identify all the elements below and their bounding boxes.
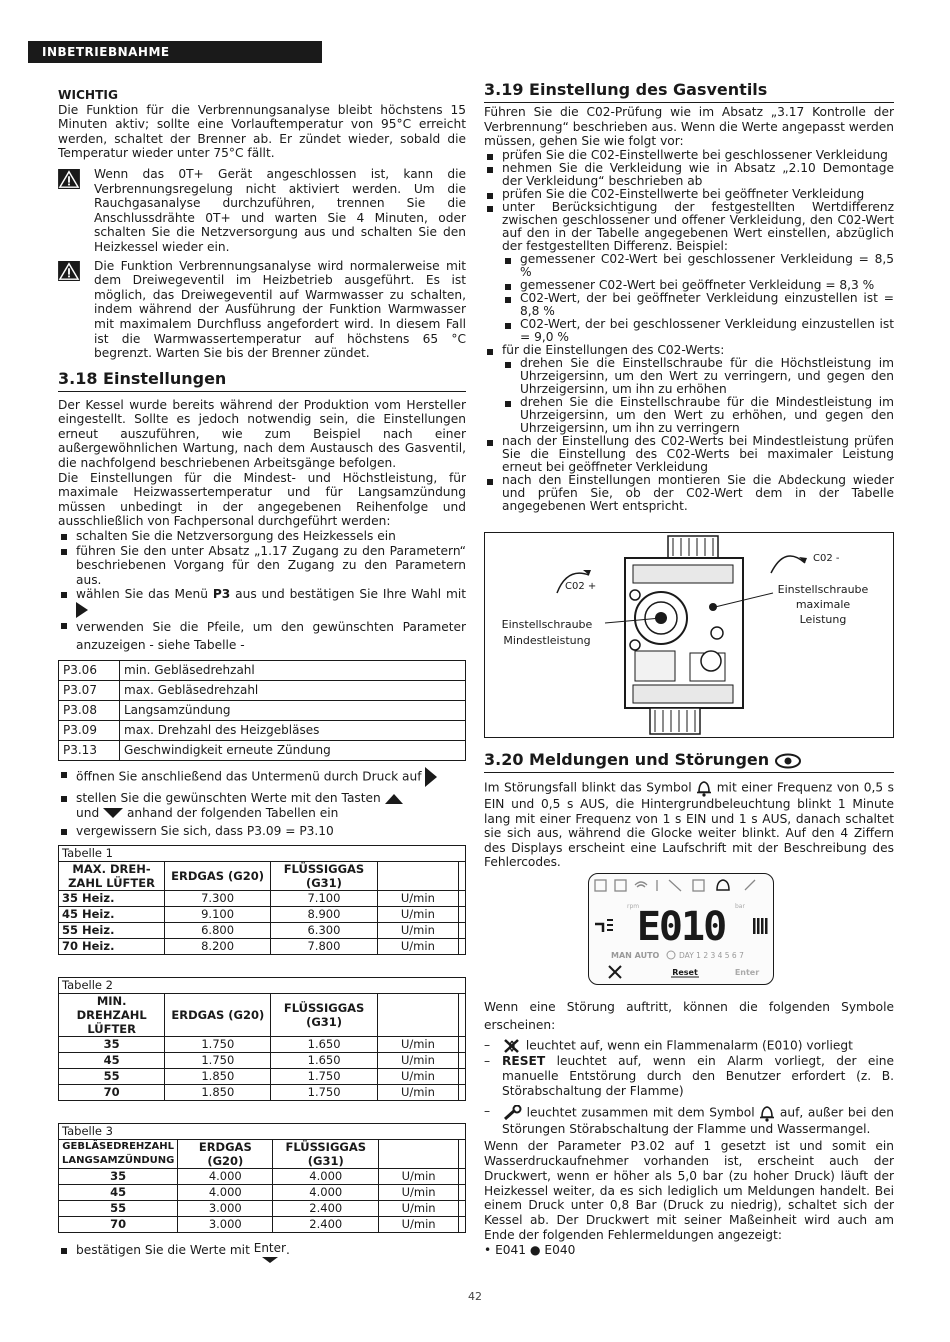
table-cell-c: 1.650 (271, 1036, 378, 1052)
table-3-caption: Tabelle 3 (59, 1123, 466, 1139)
s318-steps-3 (58, 1240, 466, 1265)
step-param-access: führen Sie den unter Absatz „1.17 Zugang zu den Parametern“ beschriebenen Vorgang für den Zugang zu den Parametern aus. (58, 544, 466, 588)
table-cell-u: U/min (377, 890, 458, 906)
min-screw-label-1: Einstellschraube (501, 618, 593, 631)
symbol-list (484, 1038, 894, 1137)
r-step-6: nach der Einstellung des C02-Werts bei Mindestleistung prüfen Sie die Einstellung des C02-Werts bei maximaler Leistung erneut bei geöffneter Verkleidung (484, 435, 894, 474)
display-drawing (589, 874, 772, 983)
step-confirm-text: bestätigen Sie die Werte mit (76, 1242, 250, 1257)
max-screw-label-1: Einstellschraube (777, 583, 869, 596)
table-cell-b: 1.750 (165, 1036, 271, 1052)
table-3 (58, 1123, 466, 1233)
table-cell-a: 70 Heiz. (59, 938, 165, 954)
table-cell-u: U/min (377, 1036, 458, 1052)
co2-plus-label: C02 + (565, 581, 597, 592)
section-3-18-title: 3.18 Einstellungen (58, 369, 466, 392)
table-cell-a: 70 (59, 1216, 178, 1232)
r-step-5b: drehen Sie die Einstellschraube für die Mindestleistung im Uhrzeigersinn, um den Wert zu erhöhen, und gegen den Uhrzeigersinn, um ihn zu verringern (502, 396, 894, 435)
param-desc: min. Gebläsedrehzahl (120, 661, 466, 681)
table-1-h2: ERDGAS (G20) (165, 861, 271, 890)
s320-para-3: Wenn der Parameter P3.02 auf 1 gesetzt ist und somit ein Wasserdruckaufnehmer vorhanden ist, erscheint auch der Druckwert, wenn er höher als 5,0 bar (zu hoher Druck) läuft der Heizkessel weiter, da es sich lediglich um Meldungen handelt. Bei einem Druck unter 0,8 Bar (Druck zu niedrig), schaltet sich der Kessel ab. Der Druckwert mit seiner Maßeinheit wird auch am Ende der folgenden Fehlermeldungen angezeigt: (484, 1139, 894, 1242)
mode-label: MAN AUTO (611, 951, 660, 960)
r-step-5-text: für die Einstellungen des C02-Werts: (502, 342, 725, 357)
warning-1-text: Wenn das 0T+ Gerät angeschlossen ist, kann die Verbrennungsregelung nicht aktiviert werden. Um die Rauchgasanalyse durchzuführen, trennen Sie die Anschlussdrähte 0T+ und warten Sie 4 Minuten, oder schalten Sie die Netzversorgung aus und schalten Sie den Heizkessel wieder ein. (94, 166, 466, 254)
step-menu-text-b: aus und bestätigen Sie Ihre Wahl mit (235, 587, 467, 602)
table-row (59, 906, 466, 922)
step-verify: vergewissern Sie sich, dass P3.09 = P3.10 (58, 824, 466, 839)
param-row (59, 701, 466, 721)
max-screw-label-3: Leistung (799, 613, 847, 626)
day-label: DAY 1 2 3 4 5 6 7 (679, 951, 744, 960)
table-cell-b: 4.000 (178, 1184, 273, 1200)
gas-valve-diagram (484, 532, 894, 738)
co2-minus-label: C02 - (813, 553, 840, 564)
table-3-h4 (379, 1139, 459, 1168)
table-cell-a: 55 (59, 1200, 178, 1216)
param-code: P3.07 (59, 681, 120, 701)
r-step-4-text: unter Berücksichtigung der festgestellten Wertdifferenz zwischen geschlossener und offener Verkleidung, den C02-Wert auf den in der Tabelle angegebenen Wert einstellen, abzüglich der festgestellten Differenz. Beispiel: (502, 199, 894, 253)
param-code: P3.13 (59, 741, 120, 761)
max-screw-label-2: maximale (795, 598, 851, 611)
enter-key (253, 1240, 286, 1265)
reset-word: RESET (502, 1054, 546, 1068)
s318-steps-2 (58, 767, 466, 839)
param-desc: max. Gebläsedrehzahl (120, 681, 466, 701)
table-cell-b: 7.300 (165, 890, 271, 906)
menu-p3: P3 (212, 587, 231, 602)
right-column (484, 80, 894, 513)
step-open-submenu (58, 767, 466, 787)
flame-alarm-icon (609, 966, 621, 978)
table-cell-a: 35 Heiz. (59, 890, 165, 906)
flame-alarm-icon (502, 1038, 522, 1054)
table-cell-empty (459, 1184, 466, 1200)
step-select-menu (58, 587, 466, 618)
enter-arrow-icon (262, 1257, 278, 1263)
table-cell-a: 35 (59, 1036, 165, 1052)
step-set-text-c: anhand der folgenden Tabellen ein (126, 805, 339, 820)
table-cell-empty (459, 906, 466, 922)
r-step-4-sub (502, 253, 894, 344)
table-cell-u: U/min (379, 1168, 459, 1184)
gas-valve-drawing (485, 533, 893, 737)
display-bell-icon (717, 880, 729, 890)
rpm-label: rpm (627, 903, 640, 910)
table-cell-b: 9.100 (165, 906, 271, 922)
table-1-caption: Tabelle 1 (59, 845, 466, 861)
step-set-text-b: und (76, 805, 100, 820)
r-step-2: nehmen Sie die Verkleidung wie in Absatz „2.10 Demontage der Verkleidung“ beschrieben ab (484, 162, 894, 188)
table-2 (58, 977, 466, 1101)
s318-steps (58, 529, 466, 654)
table-1-h4 (377, 861, 458, 890)
s318-para-2: Die Einstellungen für die Mindest- und Höchstleistung, für maximale Heizwassertemperatur und für Langsamzündung müssen unbedingt in der angegebenen Reihenfolge und ausschließlich von Fachpersonal durchgeführt werden: (58, 470, 466, 529)
r-step-1: prüfen Sie die C02-Einstellwerte bei geschlossener Verkleidung (484, 149, 894, 162)
table-row (59, 1052, 466, 1068)
table-cell-b: 4.000 (178, 1168, 273, 1184)
reset-label: Reset (672, 968, 698, 977)
s319-para: Führen Sie die C02-Prüfung wie im Absatz „3.17 Kontrolle der Verbrennung“ beschrieben aus. Wenn die Werte angepasst werden müssen, gehen Sie wie folgt vor: (484, 105, 894, 149)
table-2-h4 (377, 993, 458, 1036)
section-3-20 (484, 750, 894, 870)
table-row (59, 1084, 466, 1100)
boiler-display (588, 873, 774, 985)
table-cell-a: 55 (59, 1068, 165, 1084)
table-1-h3: FLÜSSIGGAS (G31) (271, 861, 378, 890)
table-row (59, 890, 466, 906)
s320-para-1 (484, 779, 894, 870)
table-2-caption: Tabelle 2 (59, 977, 466, 993)
table-cell-empty (459, 922, 466, 938)
step-menu-text-a: wählen Sie das Menü (76, 587, 208, 602)
table-cell-c: 6.300 (271, 922, 378, 938)
bell-icon (696, 779, 712, 797)
step-open-text: öffnen Sie anschließend das Untermenü durch Druck auf (76, 769, 422, 784)
table-row (59, 1216, 466, 1232)
table-2-h5 (459, 993, 466, 1036)
warning-2-text: Die Funktion Verbrennungsanalyse wird normalerweise mit dem Dreiwegeventil im Heizbetrieb ausgeführt. Es ist möglich, das Dreiwegeventil auf Warmwasser zu schalten, indem während der Ausführung der Funktion Warmwasser mit maximalem Durchfluss angefordert wird. In diesem Fall ist die Warmwassertemperatur auf höchstens 65 °C begrenzt. Warten Sie bis der Brenner zündet. (94, 258, 466, 361)
section-3-20-title (484, 750, 894, 773)
table-cell-b: 1.850 (165, 1084, 271, 1100)
param-desc: Langsamzündung (120, 701, 466, 721)
r-step-4d: C02-Wert, der bei geschlossener Verkleidung einzustellen ist = 9,0 % (502, 318, 894, 344)
table-cell-a: 70 (59, 1084, 165, 1100)
r-step-4b: gemessener C02-Wert bei geöffneter Verkleidung = 8,3 % (502, 279, 894, 292)
symbol-wrench-text-b: auf, außer bei den Störungen Störabschaltung der Flamme und Wassermangel. (502, 1105, 895, 1137)
r-step-4a: gemessener C02-Wert bei geschlossener Verkleidung = 8,5 % (502, 253, 894, 279)
table-cell-u: U/min (377, 1052, 458, 1068)
arrow-right-icon (425, 767, 437, 787)
table-2-h1: MIN. DREHZAHL LÜFTER (59, 993, 165, 1036)
param-row (59, 741, 466, 761)
step-power-on: schalten Sie die Netzversorgung des Heizkessels ein (58, 529, 466, 544)
table-cell-empty (459, 1200, 466, 1216)
table-cell-c: 2.400 (273, 1200, 379, 1216)
table-cell-a: 45 (59, 1052, 165, 1068)
table-1-h1: MAX. DREH-ZAHL LÜFTER (59, 861, 165, 890)
r-step-7: nach den Einstellungen montieren Sie die Abdeckung wieder und prüfen Sie, ob der C02-Wert dem in der Tabelle angegebenen Wert entspricht. (484, 474, 894, 513)
table-cell-empty (459, 890, 466, 906)
table-cell-c: 1.650 (271, 1052, 378, 1068)
s320-para-1-a: Im Störungsfall blinkt das Symbol (484, 780, 692, 795)
page-number: 42 (468, 1290, 482, 1303)
table-cell-empty (459, 1052, 466, 1068)
table-cell-u: U/min (379, 1216, 459, 1232)
table-cell-u: U/min (377, 922, 458, 938)
param-desc: max. Drehzahl des Heizgebläses (120, 721, 466, 741)
arrow-up-icon (385, 794, 403, 804)
table-3-h3: FLÜSSIGGAS (G31) (273, 1139, 379, 1168)
warning-icon (58, 261, 80, 281)
table-row (59, 938, 466, 954)
r-step-3: prüfen Sie die C02-Einstellwerte bei geöffneter Verkleidung (484, 188, 894, 201)
table-cell-c: 7.800 (271, 938, 378, 954)
symbol-reset (484, 1054, 894, 1098)
param-row (59, 661, 466, 681)
table-cell-u: U/min (377, 1084, 458, 1100)
wichtig-text: Die Funktion für die Verbrennungsanalyse bleibt höchstens 15 Minuten aktiv; sollte eine Vorlauftemperatur von 95°C erreicht werden, schaltet der Brenner ab. Er zündet wieder, sobald die Temperatur wieder unter 75°C fällt. (58, 102, 466, 161)
table-cell-empty (459, 1216, 466, 1232)
s318-para-1: Der Kessel wurde bereits während der Produktion vom Hersteller eingestellt. Sollte es jedoch notwendig sein, die Einstellungen erneut auszuführen, wie zum Beispiel nach einer außergewöhnlichen Wartung, nach dem Austausch des Gasventil, die nachfolgend beschriebenen Arbeitsgänge befolgen. (58, 397, 466, 471)
section-3-20-title-text: 3.20 Meldungen und Störungen (484, 750, 770, 769)
r-step-4 (484, 201, 894, 344)
display-enter-label: Enter (734, 968, 760, 977)
table-cell-a: 45 (59, 1184, 178, 1200)
section-header: INBETRIEBNAHME (28, 41, 322, 63)
table-cell-u: U/min (377, 938, 458, 954)
param-code: P3.08 (59, 701, 120, 721)
table-row (59, 1168, 466, 1184)
table-cell-c: 7.100 (271, 890, 378, 906)
symbol-wrench-text-a: leuchtet zusammen mit dem Symbol (526, 1105, 755, 1120)
table-cell-b: 3.000 (178, 1216, 273, 1232)
symbol-wrench (484, 1104, 894, 1137)
wrench-icon (502, 1105, 522, 1121)
r-step-5-sub (502, 357, 894, 435)
table-cell-c: 4.000 (273, 1168, 379, 1184)
table-cell-empty (459, 1168, 466, 1184)
r-step-4c: C02-Wert, der bei geöffneter Verkleidung einzustellen ist = 8,8 % (502, 292, 894, 318)
table-cell-b: 1.750 (165, 1052, 271, 1068)
left-column (58, 88, 466, 1265)
wichtig-title: WICHTIG (58, 88, 118, 102)
table-cell-empty (459, 1068, 466, 1084)
param-desc: Geschwindigkeit erneute Zündung (120, 741, 466, 761)
table-cell-b: 8.200 (165, 938, 271, 954)
table-2-h3: FLÜSSIGGAS (G31) (271, 993, 378, 1036)
param-code: P3.09 (59, 721, 120, 741)
radiator-icon (753, 918, 768, 934)
step-set-values (58, 791, 466, 820)
s320-para-2: Wenn eine Störung auftritt, können die folgenden Symbole erscheinen: (484, 1000, 894, 1032)
warning-icon (58, 169, 80, 189)
section-3-19-title: 3.19 Einstellung des Gasventils (484, 80, 894, 103)
clock-icon (667, 951, 675, 959)
arrow-down-icon (103, 808, 123, 818)
step-arrows: verwenden Sie die Pfeile, um den gewünschten Parameter anzuzeigen - siehe Tabelle - (58, 618, 466, 654)
r-step-5a: drehen Sie die Einstellschraube für die Höchstleistung im Uhrzeigersinn, um den Wert zu verringern, und gegen den Uhrzeigersinn, um ihn zu erhöhen (502, 357, 894, 396)
table-cell-u: U/min (377, 1068, 458, 1084)
table-cell-u: U/min (379, 1200, 459, 1216)
s319-steps (484, 149, 894, 513)
tap-icon (595, 924, 603, 932)
table-row (59, 1068, 466, 1084)
symbol-reset-text: leuchtet auf, wenn ein Alarm vorliegt, der eine manuelle Entstörung durch den Benutzer erfordert (z. B. Störabschaltung der Flamme) (502, 1054, 895, 1098)
table-cell-u: U/min (379, 1184, 459, 1200)
min-screw-label-2: Mindestleistung (503, 634, 591, 647)
table-cell-c: 1.750 (271, 1068, 378, 1084)
table-3-h1: GEBLÄSEDREHZAHL LANGSAMZÜNDUNG (59, 1139, 178, 1168)
table-row (59, 1184, 466, 1200)
table-cell-b: 3.000 (178, 1200, 273, 1216)
symbol-flame-text: leuchtet auf, wenn ein Flammenalarm (E010) vorliegt (525, 1038, 853, 1053)
warning-2 (58, 259, 466, 361)
table-cell-empty (459, 1036, 466, 1052)
eye-icon (775, 753, 801, 769)
step-confirm: bestätigen Sie die Werte mit Enter . (58, 1243, 466, 1265)
r-step-5 (484, 344, 894, 435)
param-row (59, 721, 466, 741)
table-cell-c: 2.400 (273, 1216, 379, 1232)
table-1 (58, 845, 466, 955)
param-code: P3.06 (59, 661, 120, 681)
table-1-h5 (459, 861, 466, 890)
bar-label: bar (735, 903, 745, 910)
table-cell-empty (459, 938, 466, 954)
bell-icon (759, 1104, 775, 1122)
s320-para-1-b: mit einer Frequenz von 0,5 s EIN und 0,5 s AUS, die Hintergrundbeleuchtung blinkt 1 Minute lang mit einer Frequenz von 1 s EIN und 1 s AUS, danach schaltet sie sich aus, während die Glocke weiter blinkt. Auf den 4 Ziffern des Displays erscheint eine Laufschrift mit der Beschreibung des Fehlercodes. (484, 780, 895, 870)
section-3-20-cont (484, 998, 894, 1258)
table-cell-c: 1.750 (271, 1084, 378, 1100)
table-row (59, 1200, 466, 1216)
table-cell-a: 45 Heiz. (59, 906, 165, 922)
table-cell-u: U/min (377, 906, 458, 922)
warning-1 (58, 167, 466, 255)
error-code: E010 (636, 904, 726, 950)
table-3-h5 (459, 1139, 466, 1168)
table-row (59, 922, 466, 938)
table-row (59, 1036, 466, 1052)
step-set-text-a: stellen Sie die gewünschten Werte mit den Tasten (76, 791, 381, 805)
arrow-right-icon (76, 602, 88, 618)
param-table (58, 660, 466, 761)
error-codes: • E041 ● E040 (484, 1242, 576, 1257)
enter-label: Enter (253, 1240, 286, 1255)
param-row (59, 681, 466, 701)
symbol-flame (484, 1038, 894, 1054)
table-cell-b: 6.800 (165, 922, 271, 938)
table-cell-a: 35 (59, 1168, 178, 1184)
table-cell-a: 55 Heiz. (59, 922, 165, 938)
table-cell-empty (459, 1084, 466, 1100)
table-3-h2: ERDGAS (G20) (178, 1139, 273, 1168)
table-cell-b: 1.850 (165, 1068, 271, 1084)
table-cell-c: 8.900 (271, 906, 378, 922)
table-cell-c: 4.000 (273, 1184, 379, 1200)
table-2-h2: ERDGAS (G20) (165, 993, 271, 1036)
